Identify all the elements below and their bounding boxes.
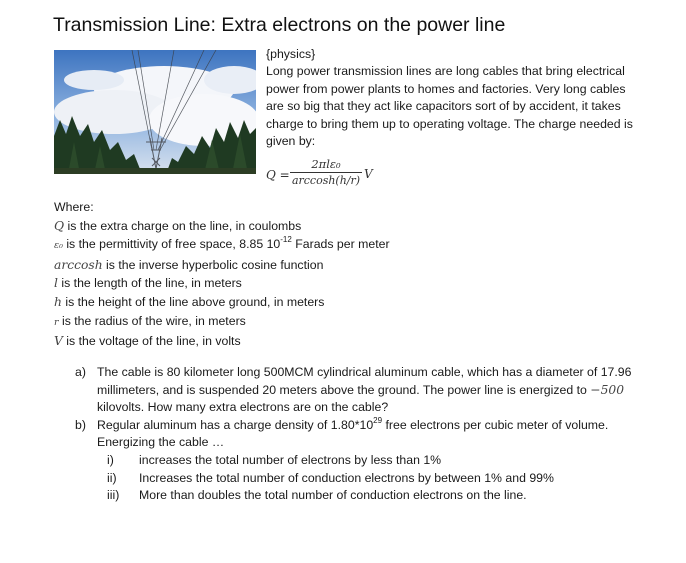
option-text: More than doubles the total number of conduction electrons on the line.: [139, 488, 527, 503]
option-label: i): [107, 452, 114, 467]
symbol-v: V: [54, 334, 63, 349]
definition-text: is the extra charge on the line, in coulombs: [64, 218, 302, 233]
symbol-epsilon: ε₀: [54, 240, 63, 252]
definition-row: [54, 256, 390, 275]
formula-rhs: V: [364, 167, 373, 181]
question-text-after: free electrons per cubic meter of volume. Energizing the cable …: [97, 417, 609, 450]
formula-fraction: [290, 157, 362, 188]
symbol-l: l: [54, 276, 58, 291]
variable-definitions: [54, 198, 390, 351]
page-title: Transmission Line: Extra electrons on the power line: [53, 14, 506, 36]
where-heading: Where:: [54, 200, 94, 214]
power-line-photo-image: [54, 50, 256, 174]
intro-block: [266, 46, 641, 150]
question-label: b): [75, 417, 86, 432]
symbol-r: r: [54, 316, 59, 328]
intro-text: Long power transmission lines are long cables that bring electrical power from power plants to homes and factories. Very long cables are so big that they act like capacitors sort of by accident, it takes charge to bring them up to operating voltage. The charge needed is given by:: [266, 64, 633, 149]
question-a: [75, 364, 635, 417]
question-text-after: kilovolts. How many extra electrons are on the cable?: [97, 400, 389, 415]
formula-numerator: 2πlε₀: [311, 157, 341, 171]
symbol-arccosh: arccosh: [54, 257, 103, 272]
definition-text: is the radius of the wire, in meters: [58, 313, 246, 328]
question-text-before: The cable is 80 kilometer long 500MCM cylindrical aluminum cable, which has a diameter of 17.96 millimeters, and is suspended 20 meters above the ground. The power line is energized to: [97, 365, 632, 397]
fraction-bar: [290, 172, 362, 173]
option-text: increases the total number of electrons by less than 1%: [139, 452, 442, 467]
exponent: -12: [280, 235, 292, 245]
definition-row: [54, 235, 390, 256]
definition-text: is the voltage of the line, in volts: [62, 334, 241, 349]
answer-options: [75, 452, 635, 505]
definition-text: is the length of the line, in meters: [57, 276, 242, 291]
option-text: Increases the total number of conduction electrons by between 1% and 99%: [139, 470, 554, 485]
option-ii: [107, 470, 635, 488]
option-iii: [107, 487, 635, 505]
symbol-q: Q: [54, 218, 65, 233]
definition-row: [54, 312, 390, 333]
questions: [75, 364, 635, 505]
question-text: [97, 417, 635, 452]
symbol-h: h: [54, 294, 62, 309]
question-b: [75, 417, 635, 452]
definition-text: is the height of the line above ground, in meters: [61, 294, 325, 309]
option-label: iii): [107, 488, 120, 503]
definition-row: [54, 274, 390, 293]
question-text-before: Regular aluminum has a charge density of 1.80*10: [97, 417, 374, 432]
subject-tag: {physics}: [266, 47, 316, 61]
power-line-photo: [54, 50, 256, 174]
question-label: a): [75, 365, 86, 379]
definition-row: [54, 293, 390, 312]
definition-text: is the permittivity of free space, 8.85 10: [62, 237, 281, 252]
option-label: ii): [107, 470, 117, 485]
definition-text: is the inverse hyperbolic cosine function: [102, 257, 324, 272]
question-text: [97, 364, 635, 417]
voltage-value: −500: [590, 382, 625, 397]
formula-denominator: arccosh(h/r): [291, 174, 361, 187]
formula-lhs: Q =: [266, 168, 290, 182]
definition-row: [54, 217, 390, 236]
option-i: [107, 452, 635, 470]
exponent: 29: [373, 415, 383, 425]
definition-text-after: Farads per meter: [291, 237, 390, 252]
definition-row: [54, 332, 390, 351]
